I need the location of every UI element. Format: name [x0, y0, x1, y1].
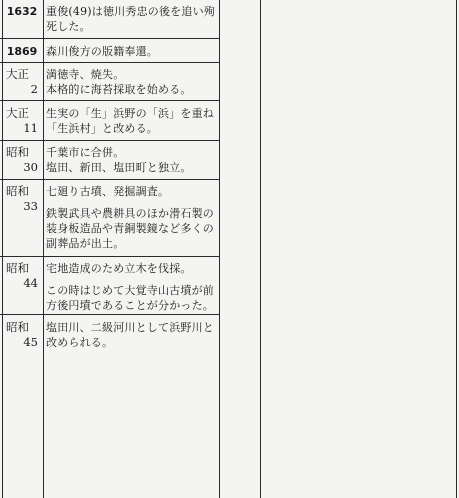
era-year: 45 [23, 335, 38, 349]
era-name: 昭和 [6, 145, 29, 159]
era-year: 2 [30, 82, 38, 96]
row-divider [0, 38, 219, 39]
event-line: 塩田、新田、塩田町と独立。 [46, 161, 192, 174]
era-year: 11 [23, 121, 38, 135]
event-line: 装身板造品や青銅製鏡など多くの [46, 222, 214, 235]
event-line: 塩田川、二級河川として浜野川と [46, 321, 214, 334]
event-line: 宅地造成のため立木を伐採。 [46, 262, 192, 275]
row-divider [0, 256, 219, 257]
table-right-border [456, 0, 457, 498]
era-name: 昭和 [6, 320, 29, 334]
row-divider [0, 100, 219, 101]
era-name: 昭和 [6, 184, 29, 198]
event-line: 死した。 [46, 20, 91, 33]
event-line: 本格的に海苔採取を始める。 [46, 83, 192, 96]
row-divider [0, 179, 219, 180]
event-line: 森川俊方の版籍奉還。 [46, 45, 158, 58]
year-cell [2, 106, 42, 136]
year-cell [2, 261, 42, 291]
era-year: 44 [23, 276, 38, 290]
event-description [46, 106, 218, 136]
year-cell [2, 145, 42, 175]
era-year: 30 [23, 160, 38, 174]
event-description [46, 44, 218, 59]
year-cell [2, 67, 42, 97]
era-name: 大正 [6, 67, 29, 81]
year-column-divider [43, 0, 44, 498]
notes-column-divider [260, 0, 261, 498]
event-line: 重俊(49)は徳川秀忠の後を追い殉 [46, 5, 215, 18]
event-description [46, 145, 218, 175]
event-line: 千葉市に合併。 [46, 146, 125, 159]
era-year: 33 [23, 199, 38, 213]
event-line: 方後円墳であることが分かった。 [46, 299, 214, 312]
event-line: この時はじめて大覚寺山古墳が前 [46, 284, 214, 297]
year-cell [2, 184, 42, 214]
event-line: 鉄製武具や農耕具のほか滑石製の [46, 207, 214, 220]
event-description [46, 320, 218, 350]
year-cell [2, 320, 42, 350]
event-line: 改められる。 [46, 336, 114, 349]
event-line: 生実の「生」浜野の「浜」を重ね [46, 107, 214, 120]
era-name: 昭和 [6, 261, 29, 275]
event-description [46, 4, 218, 34]
event-description [46, 67, 218, 97]
event-line: 副葬品が出土。 [46, 237, 125, 250]
event-line: 「生浜村」と改める。 [46, 122, 158, 135]
year-cell: 1632 [6, 5, 38, 18]
event-description [46, 261, 218, 313]
row-divider [0, 62, 219, 63]
era-name: 大正 [6, 106, 29, 120]
row-divider [0, 140, 219, 141]
event-line: 満徳寺、焼失。 [46, 68, 125, 81]
event-description [46, 184, 218, 251]
description-column-divider [219, 0, 220, 498]
row-divider [0, 314, 219, 315]
year-cell: 1869 [6, 45, 38, 58]
event-line: 七廻り古墳、発掘調査。 [46, 185, 170, 198]
